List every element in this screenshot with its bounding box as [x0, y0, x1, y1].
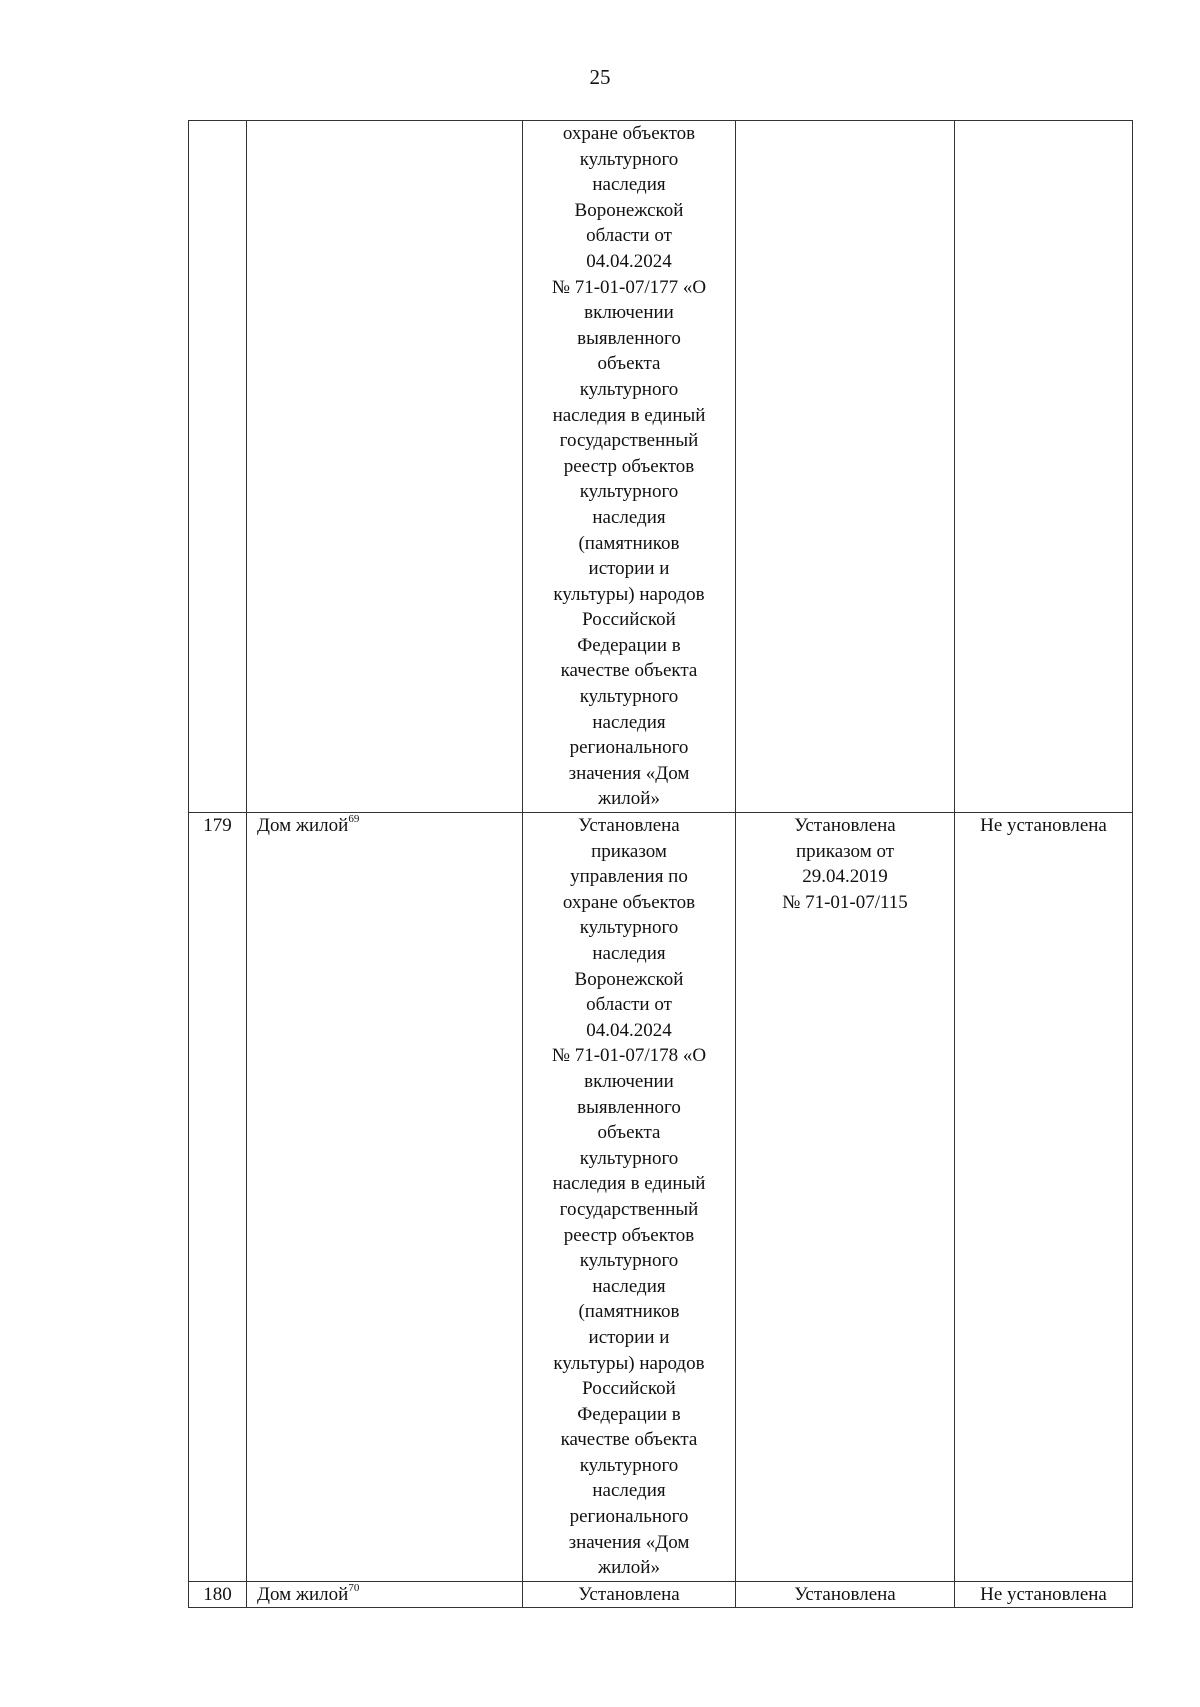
status-text: Установлена приказом управления по охране объектов культурного наследия Воронежской области от 04.04.2024 № 71-01-07/178 «О включении выявленного объекта культурного наследия в единый государственный реестр объектов культурного наследия (памятников истории и культуры) народов Российской Федерации в качестве объекта культурного наследия регионального значения «Дом жилой»	[551, 815, 707, 1579]
row-number-cell	[189, 121, 247, 813]
zone-cell	[955, 121, 1133, 813]
status-cell	[523, 121, 736, 813]
row-number-cell	[189, 1581, 247, 1608]
inclusion-text: Установлена	[794, 1583, 896, 1605]
row-number: 179	[203, 815, 232, 837]
zone-text: Не установлена	[980, 1583, 1107, 1605]
object-name-cell	[247, 813, 523, 1582]
inclusion-cell	[736, 121, 955, 813]
page-number: 25	[589, 65, 611, 89]
inclusion-cell	[736, 1581, 955, 1608]
object-name-cell	[247, 1581, 523, 1608]
status-cell	[523, 813, 736, 1582]
footnote-marker: 70	[348, 1581, 360, 1594]
row-number: 180	[203, 1583, 232, 1605]
zone-cell	[955, 813, 1133, 1582]
inclusion-text: Установлена приказом от 29.04.2019 № 71-01-07/115	[782, 815, 908, 913]
object-name-cell	[247, 121, 523, 813]
row-number-cell	[189, 813, 247, 1582]
table-row	[189, 813, 1133, 1582]
zone-text: Не установлена	[980, 815, 1107, 837]
inclusion-cell	[736, 813, 955, 1582]
table-row-continuation	[189, 121, 1133, 813]
zone-cell	[955, 1581, 1133, 1608]
status-text: охране объектов культурного наследия Воронежской области от 04.04.2024 № 71-01-07/177 «О включении выявленного объекта культурного наследия в единый государственный реестр объектов культурного наследия (памятников истории и культуры) народов Российской Федерации в качестве объекта культурного наследия регионального значения «Дом жилой»	[551, 123, 707, 810]
footnote-marker: 69	[348, 812, 360, 825]
object-name: Дом жилой	[257, 815, 349, 837]
status-cell	[523, 1581, 736, 1608]
status-text: Установлена	[578, 1583, 680, 1605]
object-name: Дом жилой	[257, 1583, 349, 1605]
heritage-registry-table	[188, 120, 1133, 1608]
table-row	[189, 1581, 1133, 1608]
